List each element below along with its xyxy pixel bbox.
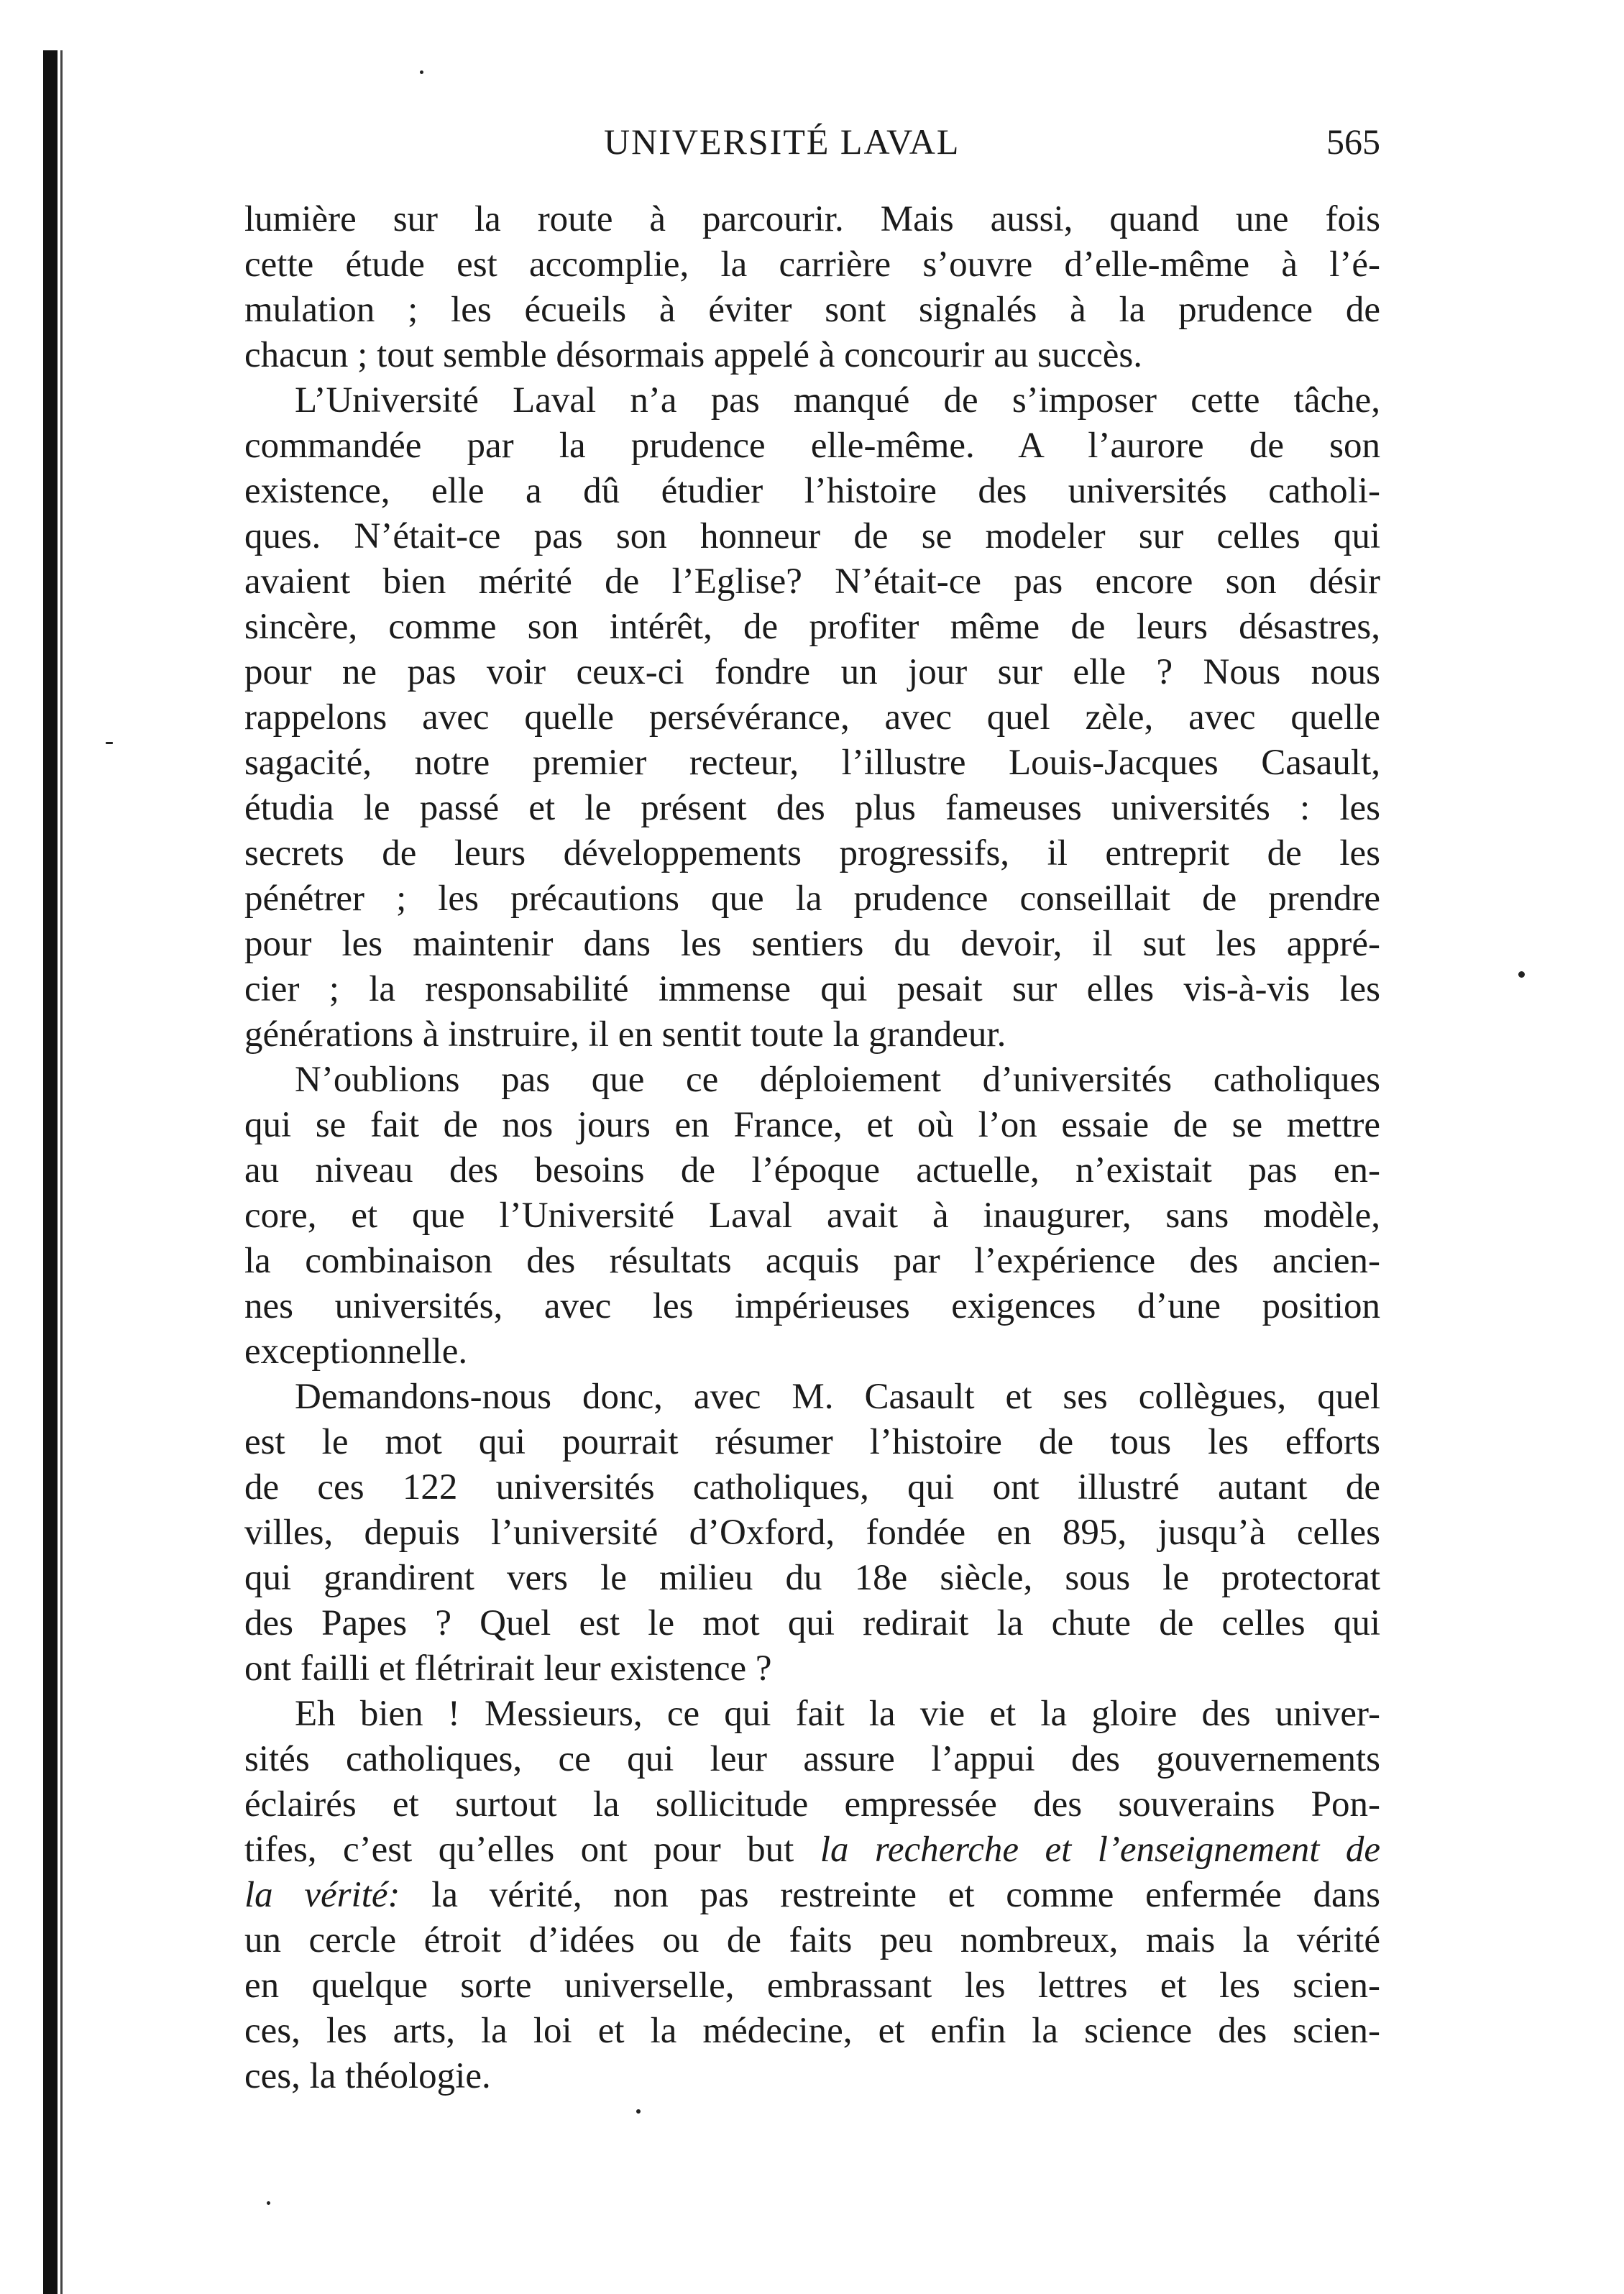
text-line: de ces 122 universités catholiques, qui ont illustré autant de bbox=[244, 1467, 1380, 1508]
text-line: ques. N’était-ce pas son honneur de se modeler sur celles qui bbox=[244, 516, 1380, 556]
text-segment: la vérité, non pas restreinte et comme enfermée dans bbox=[431, 1875, 1381, 1915]
print-speck bbox=[267, 2201, 270, 2205]
text-line: pour ne pas voir ceux-ci fondre un jour sur elle ? Nous nous bbox=[244, 652, 1380, 692]
text-line: chacun ; tout semble désormais appelé à concourir au succès. bbox=[244, 335, 1143, 375]
text-line: sincère, comme son intérêt, de profiter même de leurs désastres, bbox=[244, 607, 1380, 647]
text-line: existence, elle a dû étudier l’histoire des universités catholi- bbox=[244, 471, 1380, 511]
text-line: rappelons avec quelle persévérance, avec quel zèle, avec quelle bbox=[244, 697, 1380, 738]
italic-phrase: la recherche et l’enseignement de bbox=[820, 1830, 1381, 1870]
text-segment: tifes, c’est qu’elles ont pour but bbox=[244, 1830, 794, 1870]
print-speck bbox=[420, 70, 423, 74]
text-line: villes, depuis l’université d’Oxford, fondée en 895, jusqu’à celles bbox=[244, 1513, 1380, 1553]
text-line: qui grandirent vers le milieu du 18e siècle, sous le protectorat bbox=[244, 1558, 1380, 1598]
paragraph bbox=[244, 197, 1380, 378]
text-line: secrets de leurs développements progressifs, il entreprit de les bbox=[244, 833, 1380, 873]
paragraph bbox=[244, 378, 1380, 1057]
text-line: ces, les arts, la loi et la médecine, et enfin la science des scien- bbox=[244, 2011, 1380, 2051]
text-line: L’Université Laval n’a pas manqué de s’imposer cette tâche, bbox=[295, 380, 1380, 421]
text-line: nes universités, avec les impérieuses exigences d’une position bbox=[244, 1286, 1380, 1326]
text-line: Eh bien ! Messieurs, ce qui fait la vie et la gloire des univer- bbox=[295, 1694, 1380, 1734]
text-line: ont failli et flétrirait leur existence ? bbox=[244, 1648, 772, 1689]
running-head bbox=[244, 121, 1380, 173]
text-line: cette étude est accomplie, la carrière s’ouvre d’elle-même à l’é- bbox=[244, 244, 1380, 285]
text-line: éclairés et surtout la sollicitude empressée des souverains Pon- bbox=[244, 1784, 1380, 1825]
text-line: commandée par la prudence elle-même. A l’aurore de son bbox=[244, 426, 1380, 466]
text-line: exceptionnelle. bbox=[244, 1331, 468, 1372]
text-line-with-italic bbox=[244, 1827, 1380, 1873]
text-line-with-italic bbox=[244, 1873, 1380, 1918]
text-line: la combinaison des résultats acquis par l’expérience des ancien- bbox=[244, 1241, 1380, 1281]
text-line: Demandons-nous donc, avec M. Casault et ses collègues, quel bbox=[295, 1377, 1380, 1417]
text-line: étudia le passé et le présent des plus fameuses universités : les bbox=[244, 788, 1380, 828]
text-line: au niveau des besoins de l’époque actuelle, n’existait pas en- bbox=[244, 1150, 1380, 1190]
text-line: pour les maintenir dans les sentiers du devoir, il sut les appré- bbox=[244, 924, 1380, 964]
text-line: qui se fait de nos jours en France, et où l’on essaie de se mettre bbox=[244, 1105, 1380, 1145]
paragraph bbox=[244, 1692, 1380, 2099]
text-line: sités catholiques, ce qui leur assure l’appui des gouvernements bbox=[244, 1739, 1380, 1779]
binding-shadow-edge bbox=[60, 50, 63, 2294]
text-line: pénétrer ; les précautions que la prudence conseillait de prendre bbox=[244, 878, 1380, 919]
print-speck bbox=[106, 742, 113, 744]
running-title: UNIVERSITÉ LAVAL bbox=[604, 121, 960, 162]
text-line: core, et que l’Université Laval avait à inaugurer, sans modèle, bbox=[244, 1196, 1380, 1236]
text-line: en quelque sorte universelle, embrassant les lettres et les scien- bbox=[244, 1965, 1380, 2006]
body-text bbox=[244, 197, 1380, 2099]
italic-phrase: la vérité: bbox=[244, 1875, 400, 1915]
text-line: des Papes ? Quel est le mot qui redirait la chute de celles qui bbox=[244, 1603, 1380, 1643]
paragraph bbox=[244, 1375, 1380, 1692]
text-line: lumière sur la route à parcourir. Mais aussi, quand une fois bbox=[244, 199, 1380, 239]
text-line: ces, la théologie. bbox=[244, 2056, 491, 2096]
text-line: cier ; la responsabilité immense qui pesait sur elles vis-à-vis les bbox=[244, 969, 1380, 1009]
paragraph bbox=[244, 1057, 1380, 1375]
text-line: avaient bien mérité de l’Eglise? N’était-ce pas encore son désir bbox=[244, 561, 1380, 602]
text-line: générations à instruire, il en sentit toute la grandeur. bbox=[244, 1014, 1006, 1055]
binding-shadow bbox=[43, 50, 58, 2294]
text-line: un cercle étroit d’idées ou de faits peu nombreux, mais la vérité bbox=[244, 1920, 1380, 1960]
page-number: 565 bbox=[1326, 121, 1380, 162]
text-line: sagacité, notre premier recteur, l’illustre Louis-Jacques Casault, bbox=[244, 743, 1380, 783]
print-speck bbox=[636, 2109, 641, 2114]
text-line: N’oublions pas que ce déploiement d’universités catholiques bbox=[295, 1060, 1380, 1100]
text-line: mulation ; les écueils à éviter sont signalés à la prudence de bbox=[244, 290, 1380, 330]
print-speck bbox=[1518, 971, 1525, 978]
text-line: est le mot qui pourrait résumer l’histoire de tous les efforts bbox=[244, 1422, 1380, 1462]
